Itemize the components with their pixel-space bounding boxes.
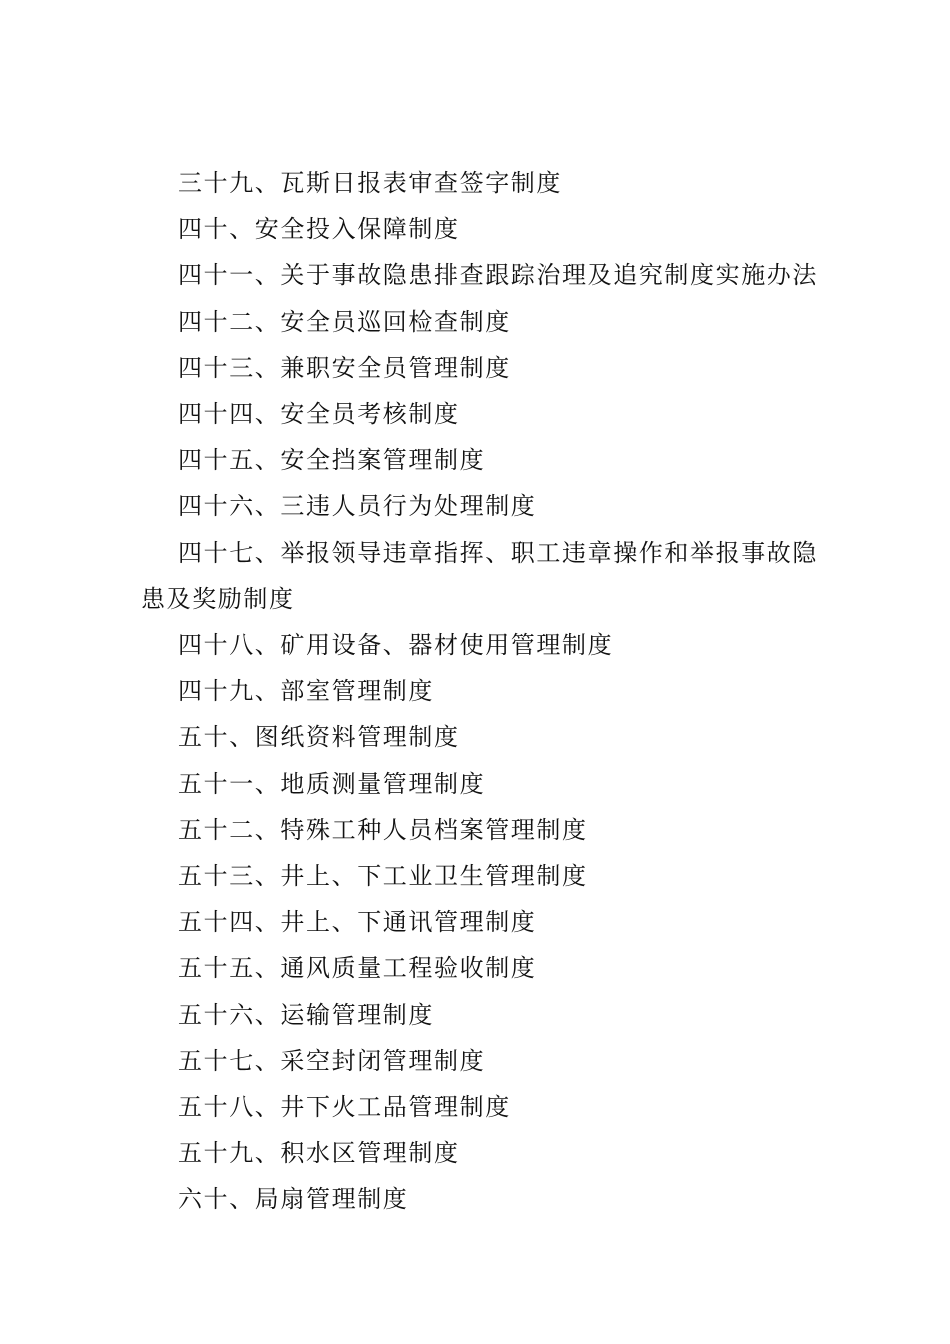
regulation-item-41: 四十一、关于事故隐患排查跟踪治理及追究制度实施办法 [178, 261, 818, 290]
regulation-item-51: 五十一、地质测量管理制度 [178, 769, 486, 798]
regulation-item-46: 四十六、三违人员行为处理制度 [178, 492, 537, 521]
regulation-item-49: 四十九、部室管理制度 [178, 677, 434, 706]
regulation-item-48: 四十八、矿用设备、器材使用管理制度 [178, 631, 614, 660]
regulation-item-55: 五十五、通风质量工程验收制度 [178, 954, 537, 983]
regulation-item-42: 四十二、安全员巡回检查制度 [178, 307, 511, 336]
regulation-item-59: 五十九、积水区管理制度 [178, 1139, 460, 1168]
regulation-item-43: 四十三、兼职安全员管理制度 [178, 353, 511, 382]
regulation-list [141, 160, 841, 1223]
regulation-item-58: 五十八、井下火工品管理制度 [178, 1093, 511, 1122]
regulation-item-40: 四十、安全投入保障制度 [178, 215, 460, 244]
regulation-item-53: 五十三、井上、下工业卫生管理制度 [178, 862, 588, 891]
regulation-item-52: 五十二、特殊工种人员档案管理制度 [178, 815, 588, 844]
regulation-item-50: 五十、图纸资料管理制度 [178, 723, 460, 752]
regulation-item-57: 五十七、采空封闭管理制度 [178, 1046, 486, 1075]
regulation-item-47: 四十七、举报领导违章指挥、职工违章操作和举报事故隐患及奖励制度 [141, 538, 818, 613]
regulation-item-45: 四十五、安全挡案管理制度 [178, 446, 486, 475]
regulation-item-56: 五十六、运输管理制度 [178, 1000, 434, 1029]
regulation-item-44: 四十四、安全员考核制度 [178, 400, 460, 429]
regulation-item-54: 五十四、井上、下通讯管理制度 [178, 908, 537, 937]
regulation-item-60: 六十、局扇管理制度 [178, 1185, 409, 1214]
regulation-item-39: 三十九、瓦斯日报表审查签字制度 [178, 169, 562, 197]
